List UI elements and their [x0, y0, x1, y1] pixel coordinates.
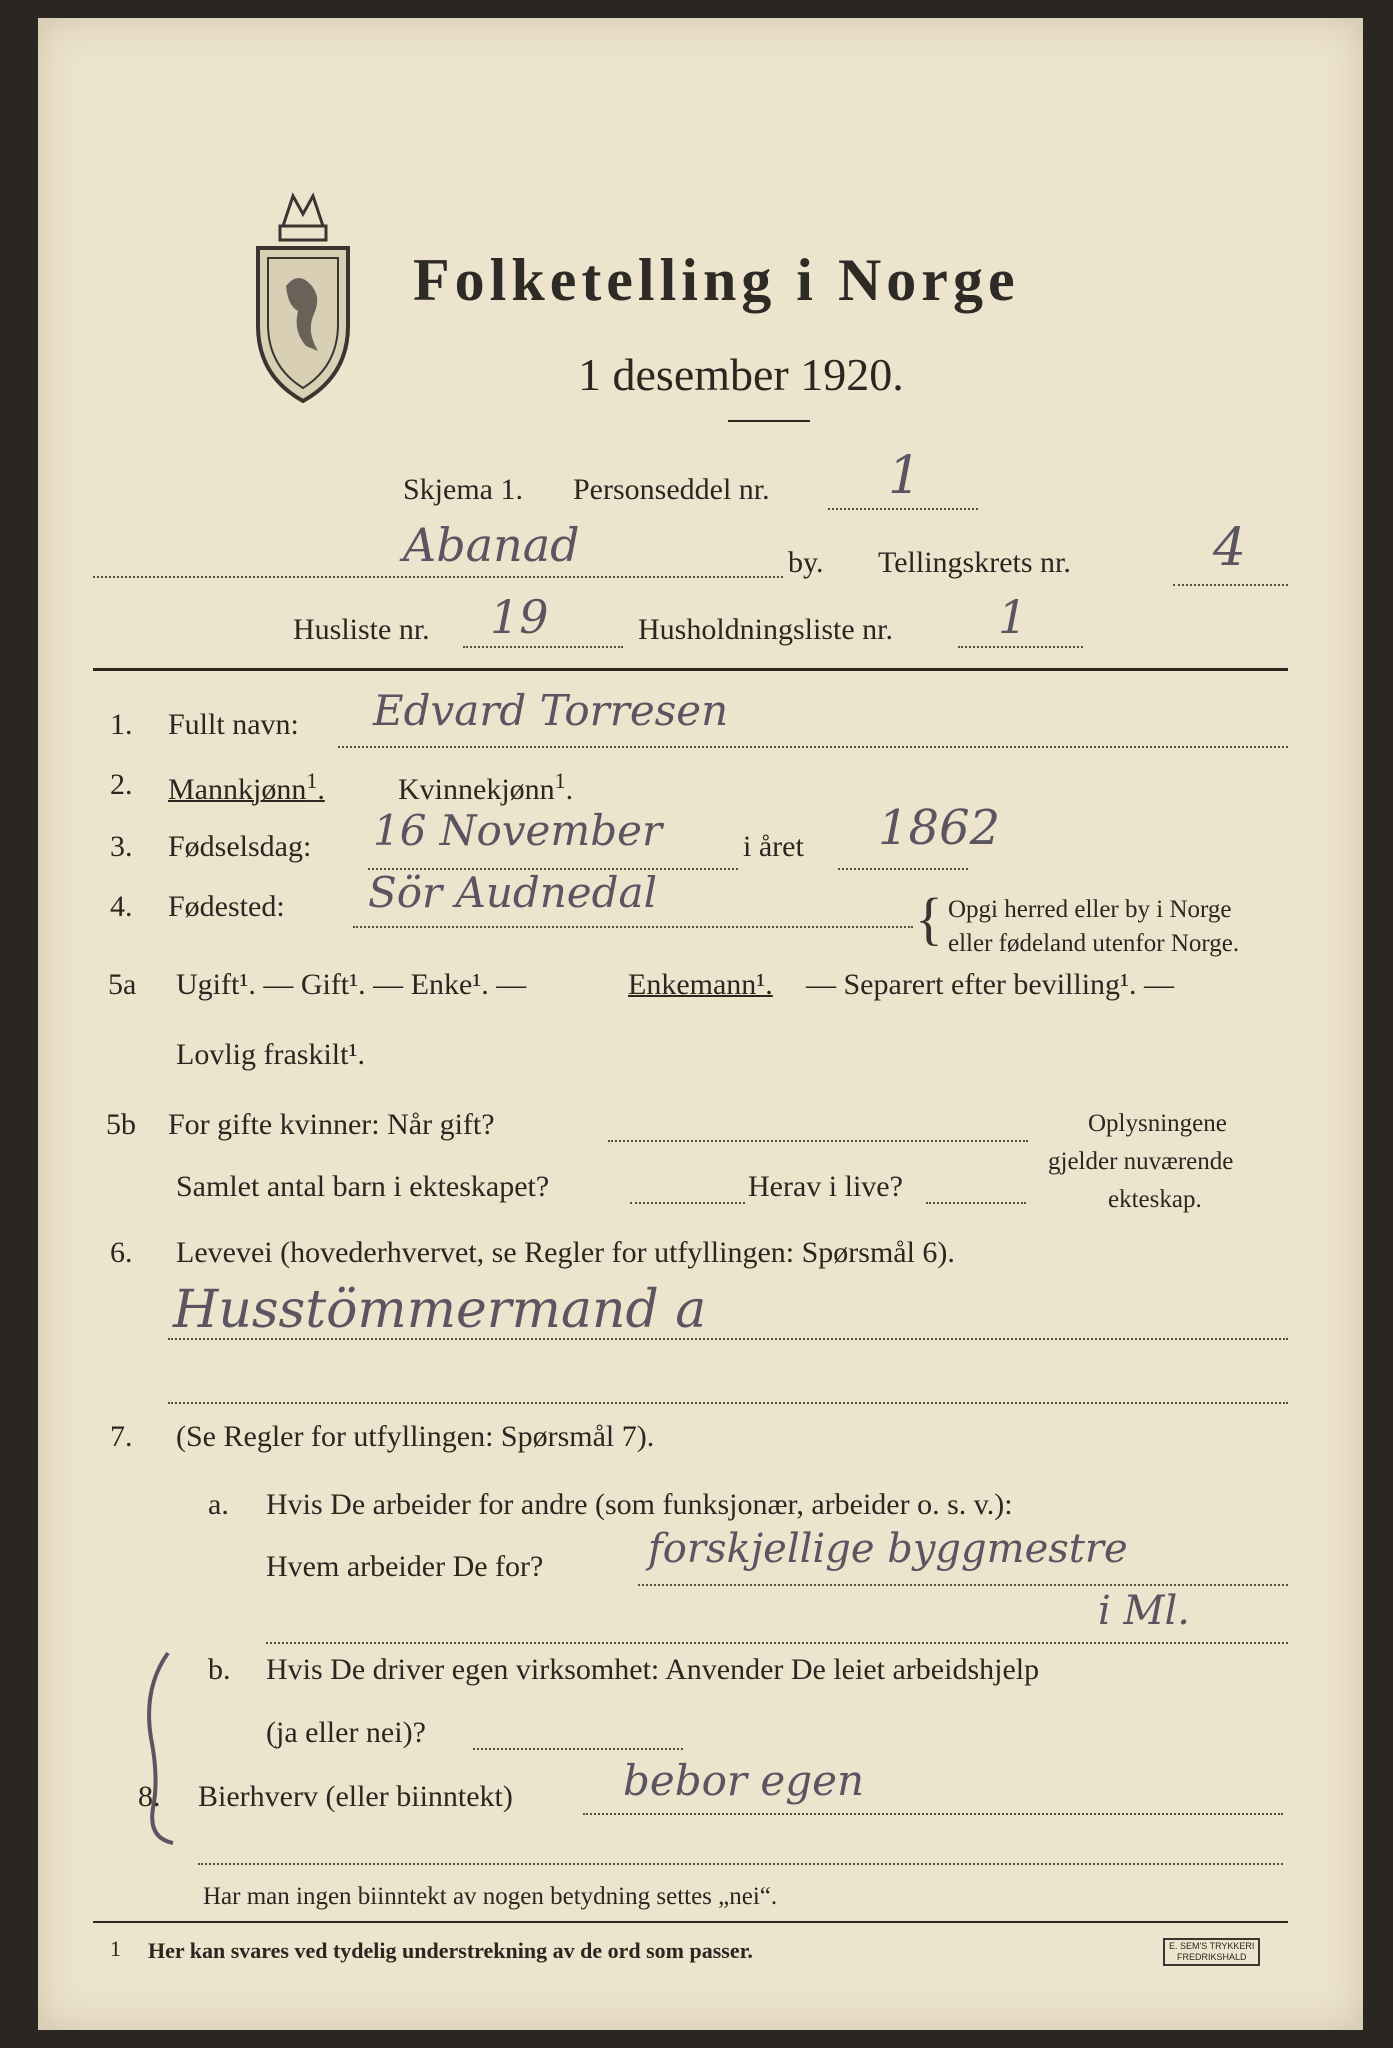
q5b-live-line: [926, 1202, 1026, 1204]
q5a-line1: Ugift¹. — Gift¹. — Enke¹. —: [176, 968, 527, 1001]
q4-line: [353, 926, 913, 928]
skjema-label: Skjema 1.: [403, 473, 523, 506]
q7b-line: [473, 1748, 683, 1750]
q6-line-2: [168, 1402, 1288, 1404]
q7a-line-2: [266, 1642, 1288, 1644]
q3-year-line: [838, 868, 968, 870]
q4-note-2: eller fødeland utenfor Norge.: [948, 930, 1240, 957]
personseddel-line: [828, 508, 978, 510]
q5a-enkemann: Enkemann¹.: [628, 968, 773, 1001]
q5b-gift-line: [608, 1140, 1028, 1142]
q8-line-2: [198, 1863, 1283, 1865]
personseddel-value[interactable]: 1: [888, 446, 922, 506]
tellingskrets-line: [1173, 584, 1288, 586]
q5a-number: 5a: [108, 968, 137, 1001]
printer-line-2: FREDRIKSHALD: [1176, 1952, 1247, 1962]
coat-of-arms-icon: [248, 186, 358, 406]
q7b-letter: b.: [208, 1653, 231, 1686]
q3-value[interactable]: 16 November: [373, 806, 663, 855]
q5b-live-label: Herav i live?: [748, 1170, 903, 1203]
q5a-line1b: — Separert efter bevilling¹. —: [806, 968, 1175, 1001]
q5b-note-3: ekteskap.: [1108, 1186, 1202, 1213]
q7b-question: (ja eller nei)?: [266, 1716, 426, 1749]
q4-label: Fødested:: [168, 890, 285, 923]
q3-label: Fødselsdag:: [168, 830, 312, 863]
q4-note-1: Opgi herred eller by i Norge: [948, 896, 1232, 923]
q8-label: Bierhverv (eller biinntekt): [198, 1780, 513, 1813]
q4-value[interactable]: Sör Audnedal: [368, 868, 658, 917]
form-date: 1 desember 1920.: [578, 349, 904, 400]
q1-label: Fullt navn:: [168, 708, 299, 741]
q4-brace: {: [915, 886, 943, 951]
q1-value[interactable]: Edvard Torresen: [373, 686, 729, 735]
q2-male-text: Mannkjønn: [168, 773, 307, 806]
footer-rule: [93, 1921, 1288, 1923]
q7b-text: Hvis De driver egen virksomhet: Anvender De leiet arbeidshjelp: [266, 1653, 1040, 1686]
q5b-label: For gifte kvinner: Når gift?: [168, 1108, 495, 1141]
q5b-number: 5b: [106, 1108, 136, 1141]
q1-number: 1.: [110, 708, 133, 741]
husliste-value[interactable]: 19: [490, 590, 549, 644]
q6-number: 6.: [110, 1236, 133, 1269]
q5b-barn-label: Samlet antal barn i ekteskapet?: [176, 1170, 550, 1203]
q2-male: Mannkjønn$^1$.: [168, 768, 325, 806]
q2-female-text: Kvinnekjønn: [398, 773, 555, 806]
printer-line-1: E. SEM'S TRYKKERI: [1169, 1941, 1255, 1951]
q7a-value-1[interactable]: forskjellige byggmestre: [648, 1526, 1128, 1572]
bracket-mark: [133, 1648, 203, 1848]
header-divider: [93, 668, 1288, 671]
tellingskrets-value[interactable]: 4: [1213, 518, 1247, 578]
husholdning-value[interactable]: 1: [998, 590, 1028, 644]
q7a-line-1: [638, 1584, 1288, 1586]
q3-year-value[interactable]: 1862: [878, 800, 1001, 856]
q7-label: (Se Regler for utfyllingen: Spørsmål 7).: [176, 1420, 655, 1453]
title-rule: [728, 420, 810, 422]
tellingskrets-label: Tellingskrets nr.: [878, 546, 1071, 579]
by-value[interactable]: Abanad: [403, 518, 580, 572]
footnote-text: Her kan svares ved tydelig understrekning av de ord som passer.: [148, 1938, 753, 1963]
q5a-line2: Lovlig fraskilt¹.: [176, 1038, 365, 1071]
form-title: Folketelling i Norge: [413, 247, 1020, 313]
by-line: [93, 576, 783, 578]
husholdning-label: Husholdningsliste nr.: [638, 613, 894, 646]
printer-stamp: [1163, 1938, 1260, 1966]
q8-value[interactable]: bebor egen: [623, 1756, 864, 1805]
q7a-value-2[interactable]: i Ml.: [1098, 1588, 1190, 1634]
q7a-text: Hvis De arbeider for andre (som funksjonær, arbeider o. s. v.):: [266, 1488, 1013, 1521]
q2-female: Kvinnekjønn$^1$.: [398, 768, 574, 806]
husholdning-line: [958, 646, 1083, 648]
q7a-letter: a.: [208, 1488, 229, 1521]
q1-line: [338, 746, 1288, 748]
by-label: by.: [788, 546, 824, 579]
husliste-line: [463, 646, 623, 648]
q6-value[interactable]: Husstömmermand a: [173, 1280, 707, 1340]
q5b-note-1: Oplysningene: [1088, 1110, 1227, 1137]
q2-number: 2.: [110, 768, 133, 801]
q6-label: Levevei (hovederhvervet, se Regler for utfyllingen: Spørsmål 6).: [176, 1236, 955, 1269]
footer-note: Har man ingen biinntekt av nogen betydning settes „nei“.: [203, 1883, 778, 1910]
q4-number: 4.: [110, 890, 133, 923]
husliste-label: Husliste nr.: [293, 613, 430, 646]
q7a-question: Hvem arbeider De for?: [266, 1550, 544, 1583]
footnote-mark: 1: [110, 1936, 121, 1961]
q5b-barn-line: [630, 1202, 745, 1204]
q8-line-1: [583, 1813, 1283, 1815]
q3-year-label: i året: [743, 830, 804, 863]
q5b-note-2: gjelder nuværende: [1048, 1148, 1234, 1175]
personseddel-label: Personseddel nr.: [573, 473, 770, 506]
q6-line-1: [168, 1338, 1288, 1340]
census-form-sheet: [38, 18, 1363, 2030]
q7-number: 7.: [110, 1420, 133, 1453]
q8-number: 8.: [138, 1780, 161, 1813]
q3-number: 3.: [110, 830, 133, 863]
